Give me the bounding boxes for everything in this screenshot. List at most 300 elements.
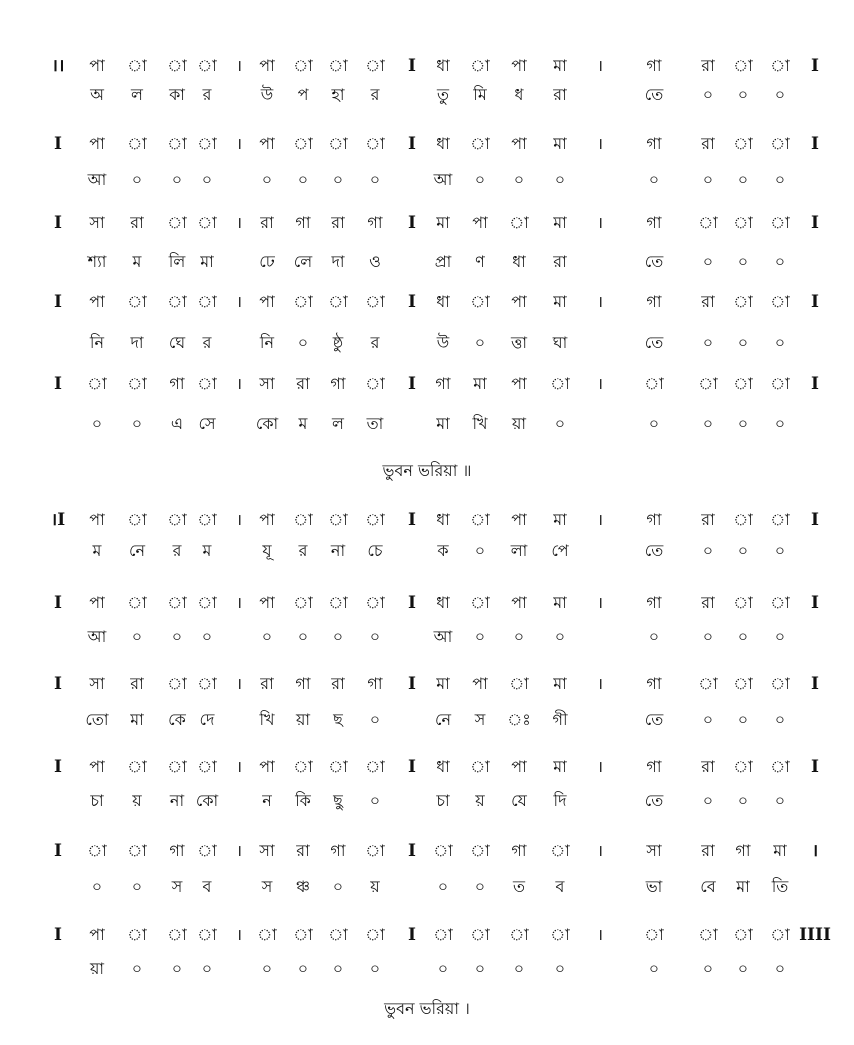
- note-cell: া: [733, 674, 753, 693]
- note-cell: গা: [330, 841, 346, 860]
- lyric-syllable: ০: [702, 710, 714, 729]
- lyric-syllable: ০: [474, 333, 486, 352]
- lyric-row: [0, 330, 854, 356]
- lyric-syllable: ০: [474, 627, 486, 646]
- lyric-syllable: ০: [261, 627, 273, 646]
- lyric-syllable: ০: [702, 252, 714, 271]
- lyric-syllable: ০: [702, 333, 714, 352]
- lyric-syllable: রা: [553, 85, 567, 104]
- lyric-syllable: তে: [644, 85, 664, 104]
- lyric-syllable: ০: [261, 959, 273, 978]
- lyric-row: [0, 538, 854, 564]
- bar-line: I: [811, 213, 819, 233]
- lyric-syllable: ০: [201, 627, 213, 646]
- note-cell: া: [550, 374, 570, 393]
- lyric-syllable: কো: [255, 414, 279, 433]
- note-cell: ।: [596, 134, 604, 153]
- note-cell: গা: [735, 841, 751, 860]
- lyric-syllable: র: [172, 541, 182, 560]
- bar-line: I: [408, 925, 416, 945]
- note-cell: সা: [89, 674, 105, 693]
- lyric-syllable: ০: [131, 959, 143, 978]
- note-cell: পা: [89, 925, 105, 944]
- lyric-syllable: ০: [737, 170, 749, 189]
- lyric-syllable: ০: [737, 710, 749, 729]
- lyric-syllable: কি: [295, 791, 311, 810]
- lyric-syllable: ০: [774, 170, 786, 189]
- note-cell: া: [770, 213, 790, 232]
- lyric-syllable: ০: [648, 627, 660, 646]
- bar-line: I: [408, 56, 416, 76]
- note-cell: া: [733, 510, 753, 529]
- note-cell: া: [470, 56, 490, 75]
- note-cell: া: [733, 292, 753, 311]
- lyric-syllable: ০: [774, 85, 786, 104]
- note-cell: া: [698, 925, 718, 944]
- lyric-syllable: ধা: [512, 252, 526, 271]
- note-cell: া: [293, 56, 313, 75]
- lyric-syllable: ০: [774, 627, 786, 646]
- lyric-syllable: ০: [91, 877, 103, 896]
- note-cell: গা: [646, 213, 662, 232]
- lyric-syllable: ০: [369, 627, 381, 646]
- note-cell: া: [509, 213, 529, 232]
- note-cell: া: [365, 134, 385, 153]
- note-cell: া: [293, 292, 313, 311]
- lyric-syllable: ০: [737, 959, 749, 978]
- lyric-syllable: পে: [551, 541, 569, 560]
- note-cell: ।: [596, 374, 604, 393]
- note-cell: রা: [701, 757, 715, 776]
- lyric-syllable: ০: [737, 414, 749, 433]
- note-cell: া: [127, 841, 147, 860]
- notation-row: [0, 671, 854, 697]
- lyric-syllable: ম: [92, 541, 102, 560]
- note-cell: া: [733, 593, 753, 612]
- note-cell: া: [733, 757, 753, 776]
- note-cell: া: [770, 510, 790, 529]
- lyric-syllable: ঃ: [507, 710, 531, 729]
- note-cell: া: [293, 925, 313, 944]
- note-cell: রা: [130, 674, 144, 693]
- note-cell: া: [733, 134, 753, 153]
- note-cell: া: [770, 374, 790, 393]
- lyric-syllable: যূ: [262, 541, 272, 560]
- note-cell: পা: [511, 374, 527, 393]
- note-cell: রা: [701, 593, 715, 612]
- note-cell: া: [550, 925, 570, 944]
- note-cell: মা: [473, 374, 487, 393]
- note-cell: মা: [436, 674, 450, 693]
- lyric-syllable: বে: [700, 877, 716, 896]
- note-cell: পা: [259, 757, 275, 776]
- note-cell: রা: [701, 510, 715, 529]
- note-cell: মা: [773, 841, 787, 860]
- note-cell: া: [470, 593, 490, 612]
- note-cell: গা: [295, 213, 311, 232]
- lyric-syllable: চা: [436, 791, 450, 810]
- bar-line: IIII: [799, 925, 831, 945]
- note-cell: রা: [296, 841, 310, 860]
- note-cell: া: [770, 134, 790, 153]
- lyric-syllable: স: [261, 877, 273, 896]
- bar-line: I: [54, 925, 62, 945]
- note-cell: ।: [596, 510, 604, 529]
- lyric-syllable: নি: [89, 333, 105, 352]
- lyric-syllable: ০: [474, 877, 486, 896]
- bar-line: I: [811, 134, 819, 154]
- lyric-syllable: ০: [702, 414, 714, 433]
- lyric-syllable: ০: [369, 170, 381, 189]
- lyric-syllable: খি: [472, 414, 488, 433]
- note-cell: রা: [701, 841, 715, 860]
- lyric-syllable: ০: [171, 170, 183, 189]
- notation-row: [0, 53, 854, 79]
- lyric-syllable: দে: [199, 710, 215, 729]
- lyric-syllable: ব: [555, 877, 565, 896]
- note-cell: া: [470, 841, 490, 860]
- lyric-syllable: ০: [702, 627, 714, 646]
- note-cell: া: [770, 593, 790, 612]
- lyric-syllable: নি: [259, 333, 275, 352]
- lyric-syllable: গী: [552, 710, 568, 729]
- lyric-syllable: ০: [513, 959, 525, 978]
- note-cell: া: [644, 374, 664, 393]
- note-cell: া: [509, 925, 529, 944]
- lyric-syllable: ত: [512, 877, 526, 896]
- note-cell: ।: [596, 56, 604, 75]
- bar-line: I: [54, 134, 62, 154]
- note-cell: া: [127, 593, 147, 612]
- note-cell: ধা: [436, 292, 450, 311]
- note-cell: গা: [646, 134, 662, 153]
- note-cell: ।: [596, 292, 604, 311]
- note-cell: া: [365, 56, 385, 75]
- lyric-syllable: লে: [293, 252, 313, 271]
- note-cell: া: [257, 925, 277, 944]
- note-cell: া: [197, 674, 217, 693]
- bar-line: I: [408, 593, 416, 613]
- lyric-syllable: তো: [85, 710, 109, 729]
- note-cell: পা: [89, 134, 105, 153]
- note-cell: া: [470, 510, 490, 529]
- note-cell: মা: [553, 56, 567, 75]
- lyric-syllable: ০: [554, 627, 566, 646]
- note-cell: ।: [235, 674, 243, 693]
- lyric-syllable: ০: [297, 333, 309, 352]
- notation-row: [0, 838, 854, 864]
- bar-line: I: [811, 292, 819, 312]
- bar-line: I: [408, 134, 416, 154]
- note-cell: মা: [553, 593, 567, 612]
- note-cell: পা: [472, 674, 488, 693]
- note-cell: রা: [260, 213, 274, 232]
- lyric-syllable: দা: [331, 252, 345, 271]
- notation-row: [0, 289, 854, 315]
- lyric-syllable: ০: [774, 541, 786, 560]
- note-cell: গা: [511, 841, 527, 860]
- lyric-syllable: ০: [332, 170, 344, 189]
- note-cell: সা: [89, 213, 105, 232]
- lyric-syllable: ০: [737, 791, 749, 810]
- lyric-syllable: ০: [369, 710, 381, 729]
- lyric-syllable: ঢে: [259, 252, 275, 271]
- note-cell: া: [698, 674, 718, 693]
- note-cell: রা: [331, 674, 345, 693]
- bar-line: I: [408, 374, 416, 394]
- note-cell: া: [733, 925, 753, 944]
- lyric-syllable: রা: [553, 252, 567, 271]
- lyric-syllable: ম: [202, 541, 212, 560]
- note-cell: া: [328, 510, 348, 529]
- lyric-syllable: য়া: [89, 959, 105, 978]
- lyric-syllable: ০: [131, 414, 143, 433]
- lyric-syllable: নে: [434, 710, 452, 729]
- lyric-row: [0, 624, 854, 650]
- bar-line: I: [811, 56, 819, 76]
- note-cell: া: [470, 292, 490, 311]
- note-cell: পা: [89, 593, 105, 612]
- note-cell: মা: [553, 134, 567, 153]
- bar-line: I: [811, 510, 819, 530]
- bar-line: I: [54, 841, 62, 861]
- lyric-syllable: র: [370, 85, 380, 104]
- note-cell: া: [197, 56, 217, 75]
- lyric-syllable: ০: [648, 414, 660, 433]
- lyric-syllable: তে: [644, 333, 664, 352]
- lyric-syllable: ০: [474, 959, 486, 978]
- note-cell: া: [550, 841, 570, 860]
- lyric-syllable: হা: [331, 85, 345, 104]
- lyric-syllable: ঘা: [552, 333, 568, 352]
- note-cell: গা: [646, 510, 662, 529]
- lyric-syllable: ০: [702, 791, 714, 810]
- lyric-syllable: ০: [774, 710, 786, 729]
- lyric-syllable: ০: [171, 627, 183, 646]
- note-cell: া: [197, 374, 217, 393]
- lyric-row: [0, 82, 854, 108]
- note-cell: ধা: [436, 134, 450, 153]
- lyric-syllable: ভা: [645, 877, 663, 896]
- lyric-syllable: মা: [736, 877, 750, 896]
- note-cell: া: [167, 213, 187, 232]
- note-cell: পা: [259, 56, 275, 75]
- note-cell: গা: [169, 374, 185, 393]
- lyric-row: [0, 707, 854, 733]
- bar-line: I: [811, 593, 819, 613]
- note-cell: রা: [260, 674, 274, 693]
- note-cell: পা: [89, 56, 105, 75]
- lyric-syllable: ছু: [333, 791, 343, 810]
- lyric-syllable: ০: [774, 414, 786, 433]
- note-cell: া: [770, 674, 790, 693]
- lyric-syllable: ০: [131, 170, 143, 189]
- note-cell: পা: [511, 292, 527, 311]
- note-cell: গা: [367, 213, 383, 232]
- note-cell: া: [167, 925, 187, 944]
- note-cell: পা: [259, 292, 275, 311]
- note-cell: রা: [701, 134, 715, 153]
- lyric-syllable: ০: [297, 170, 309, 189]
- lyric-syllable: ক: [437, 541, 449, 560]
- lyric-syllable: লি: [168, 252, 186, 271]
- lyric-syllable: ০: [131, 627, 143, 646]
- lyric-syllable: ন: [262, 791, 272, 810]
- bar-line: ।I: [50, 510, 66, 530]
- lyric-syllable: ০: [737, 627, 749, 646]
- lyric-syllable: মা: [130, 710, 144, 729]
- note-cell: া: [127, 292, 147, 311]
- lyric-syllable: ০: [332, 627, 344, 646]
- bar-line: I: [811, 674, 819, 694]
- note-cell: া: [127, 56, 147, 75]
- note-cell: পা: [511, 134, 527, 153]
- note-cell: া: [197, 757, 217, 776]
- lyric-syllable: ০: [702, 959, 714, 978]
- note-cell: সা: [259, 374, 275, 393]
- note-cell: া: [328, 757, 348, 776]
- lyric-syllable: অ: [90, 85, 104, 104]
- lyric-syllable: ০: [737, 333, 749, 352]
- lyric-syllable: ০: [554, 959, 566, 978]
- lyric-syllable: শ্যা: [87, 252, 107, 271]
- lyric-syllable: ০: [648, 170, 660, 189]
- lyric-syllable: না: [169, 791, 185, 810]
- note-cell: গা: [295, 674, 311, 693]
- lyric-syllable: যে: [511, 791, 527, 810]
- note-cell: া: [127, 134, 147, 153]
- note-cell: পা: [259, 510, 275, 529]
- note-cell: া: [167, 56, 187, 75]
- lyric-syllable: মি: [473, 85, 487, 104]
- lyric-syllable: ০: [437, 959, 449, 978]
- note-cell: গা: [169, 841, 185, 860]
- lyric-syllable: ০: [702, 85, 714, 104]
- note-cell: সা: [259, 841, 275, 860]
- note-cell: া: [733, 213, 753, 232]
- lyric-syllable: দি: [553, 791, 567, 810]
- note-cell: গা: [367, 674, 383, 693]
- note-cell: মা: [553, 757, 567, 776]
- lyric-syllable: য়া: [511, 414, 527, 433]
- note-cell: া: [167, 292, 187, 311]
- note-cell: মা: [553, 213, 567, 232]
- note-cell: পা: [511, 510, 527, 529]
- lyric-syllable: লা: [510, 541, 528, 560]
- lyric-syllable: ০: [297, 959, 309, 978]
- bar-line: ।।: [51, 56, 65, 76]
- bar-line: I: [54, 292, 62, 312]
- note-cell: া: [365, 374, 385, 393]
- note-cell: পা: [511, 593, 527, 612]
- note-cell: ধা: [436, 510, 450, 529]
- lyric-syllable: ০: [131, 877, 143, 896]
- note-cell: া: [293, 757, 313, 776]
- note-cell: ।: [596, 593, 604, 612]
- lyric-syllable: না: [330, 541, 346, 560]
- note-cell: া: [293, 134, 313, 153]
- lyric-syllable: কে: [168, 710, 186, 729]
- lyric-syllable: ০: [513, 627, 525, 646]
- lyric-syllable: স: [474, 710, 486, 729]
- note-cell: ধা: [436, 56, 450, 75]
- lyric-syllable: ও: [369, 252, 381, 271]
- note-cell: পা: [89, 510, 105, 529]
- notation-row: [0, 371, 854, 397]
- notation-row: [0, 754, 854, 780]
- lyric-syllable: য়া: [295, 710, 311, 729]
- note-cell: মা: [553, 674, 567, 693]
- bar-line: I: [54, 674, 62, 694]
- lyric-syllable: ০: [513, 170, 525, 189]
- notation-row: [0, 131, 854, 157]
- note-cell: গা: [646, 56, 662, 75]
- note-cell: ।: [596, 757, 604, 776]
- lyric-syllable: তা: [366, 414, 384, 433]
- note-cell: া: [197, 292, 217, 311]
- lyric-syllable: ছ: [333, 710, 343, 729]
- bar-line: I: [408, 841, 416, 861]
- note-cell: ।: [596, 841, 604, 860]
- lyric-syllable: আ: [87, 170, 107, 189]
- lyric-syllable: ত্তা: [510, 333, 528, 352]
- lyric-syllable: ০: [297, 627, 309, 646]
- lyric-row: [0, 167, 854, 193]
- lyric-syllable: তে: [644, 252, 664, 271]
- note-cell: া: [433, 925, 453, 944]
- note-cell: া: [328, 925, 348, 944]
- bar-line: I: [54, 213, 62, 233]
- note-cell: া: [127, 374, 147, 393]
- lyric-syllable: ষ্ঠু: [332, 333, 344, 352]
- lyric-syllable: দা: [130, 333, 144, 352]
- bar-line: I: [408, 213, 416, 233]
- note-cell: া: [197, 510, 217, 529]
- lyric-syllable: ০: [437, 877, 449, 896]
- note-cell: া: [365, 841, 385, 860]
- note-cell: রা: [701, 292, 715, 311]
- note-cell: া: [87, 374, 107, 393]
- note-cell: ।: [235, 134, 243, 153]
- lyric-row: [0, 874, 854, 900]
- note-cell: া: [470, 925, 490, 944]
- lyric-syllable: ম: [298, 414, 308, 433]
- notation-row: [0, 922, 854, 948]
- note-cell: া: [328, 56, 348, 75]
- lyric-syllable: য়: [370, 877, 380, 896]
- bar-line: I: [408, 757, 416, 777]
- note-cell: া: [197, 841, 217, 860]
- lyric-syllable: ০: [737, 541, 749, 560]
- lyric-syllable: উ: [436, 333, 450, 352]
- lyric-syllable: ০: [369, 791, 381, 810]
- note-cell: া: [733, 374, 753, 393]
- refrain-caption: ভুবন ভরিয়া ॥: [382, 461, 472, 480]
- lyric-syllable: চে: [367, 541, 383, 560]
- lyric-syllable: ০: [91, 414, 103, 433]
- lyric-syllable: তে: [644, 710, 664, 729]
- note-cell: ।: [235, 841, 243, 860]
- lyric-syllable: নে: [128, 541, 146, 560]
- lyric-syllable: ০: [774, 252, 786, 271]
- lyric-syllable: প: [297, 85, 309, 104]
- note-cell: া: [167, 674, 187, 693]
- note-cell: া: [470, 757, 490, 776]
- lyric-syllable: স: [171, 877, 183, 896]
- lyric-syllable: ০: [774, 333, 786, 352]
- lyric-syllable: তে: [644, 791, 664, 810]
- note-cell: পা: [511, 757, 527, 776]
